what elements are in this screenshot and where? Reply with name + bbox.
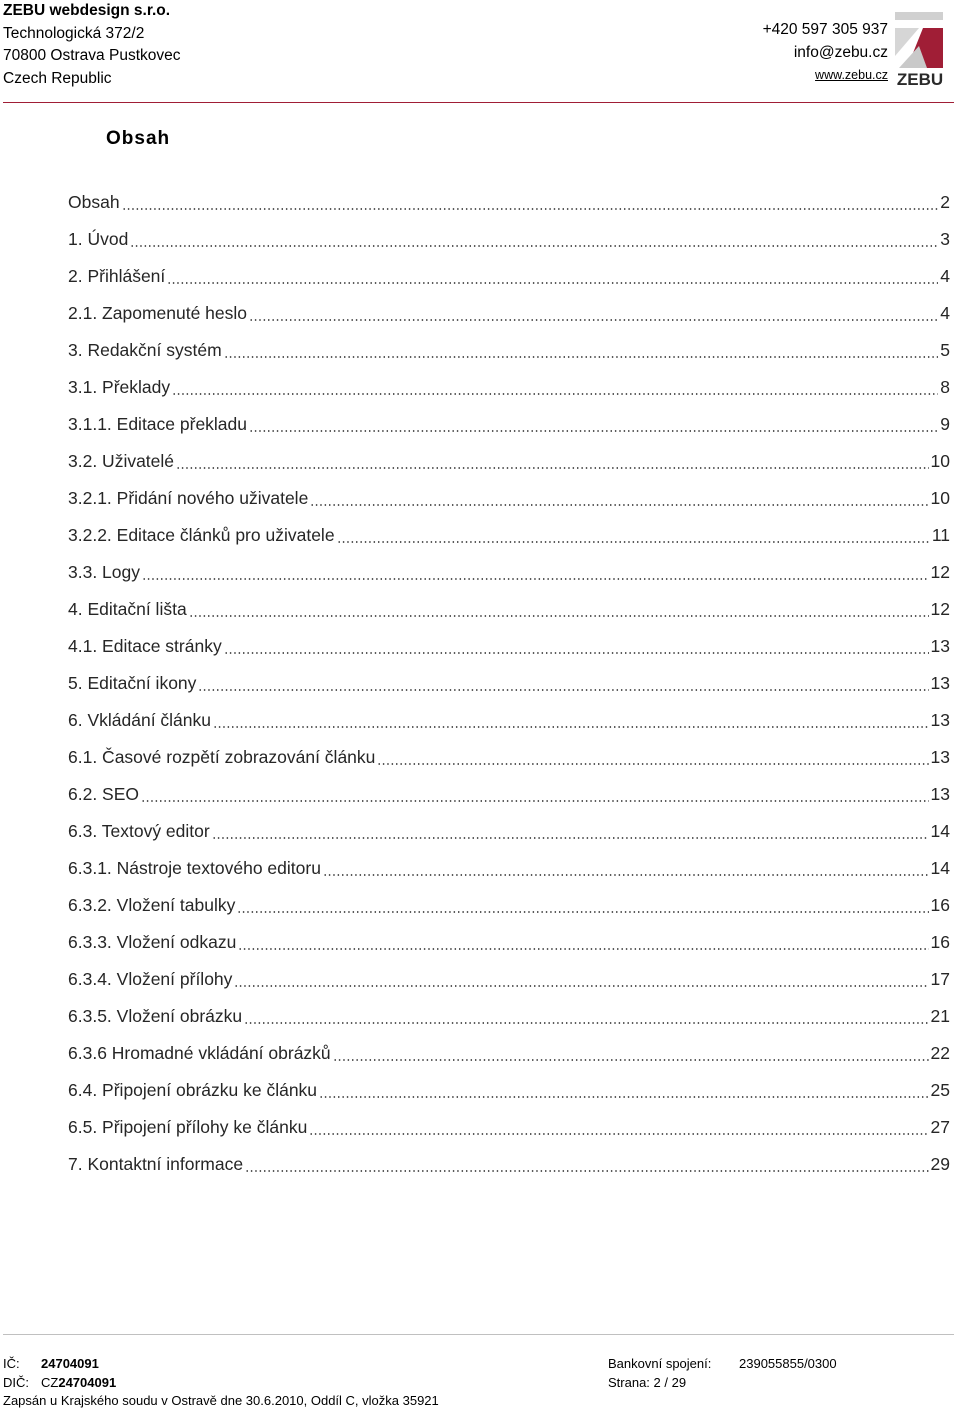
header-divider — [3, 102, 954, 103]
phone-number: +420 597 305 937 — [762, 21, 888, 38]
toc-entry-page: 2 — [940, 192, 950, 212]
toc-entry[interactable] — [68, 300, 950, 337]
toc-entry-page: 16 — [930, 932, 950, 952]
dot-leader — [130, 226, 938, 263]
address-street: Technologická 372/2 — [3, 24, 145, 42]
website-link[interactable]: www.zebu.cz — [815, 68, 888, 82]
address-city: 70800 Ostrava Pustkovec — [3, 47, 181, 64]
toc-entry[interactable] — [68, 929, 950, 966]
toc-entry-label: 6.4. Připojení obrázku ke článku — [68, 1080, 318, 1100]
toc-entry-page: 9 — [940, 414, 950, 434]
toc-entry-page: 8 — [940, 377, 950, 397]
toc-entry[interactable] — [68, 670, 950, 707]
email-address: info@zebu.cz — [793, 43, 888, 61]
ic-value: 24704091 — [41, 1356, 99, 1371]
toc-entry-label: 3. Redakční systém — [68, 340, 222, 360]
toc-entry-label: 3.2. Uživatelé — [68, 451, 175, 471]
toc-entry-page: 4 — [940, 266, 950, 286]
dot-leader — [167, 263, 938, 300]
dot-leader — [323, 855, 929, 892]
toc-entry-label: 3.3. Logy — [68, 562, 140, 582]
dot-leader — [249, 411, 938, 448]
toc-entry-page: 27 — [930, 1117, 950, 1137]
dot-leader — [176, 448, 929, 485]
address-country: Czech Republic — [3, 69, 112, 87]
toc-entry[interactable] — [68, 189, 950, 226]
toc-entry[interactable] — [68, 596, 950, 633]
toc-entry[interactable] — [68, 1114, 950, 1151]
toc-entry[interactable] — [68, 707, 950, 744]
toc-entry[interactable] — [68, 411, 950, 448]
toc-entry-label: 6.3. Textový editor — [68, 821, 210, 841]
dot-leader — [310, 485, 928, 522]
registry-note: Zapsán u Krajského soudu v Ostravě dne 30.6.2010, Oddíl C, vložka 35921 — [3, 1393, 439, 1408]
toc-heading: Obsah — [106, 128, 171, 149]
dot-leader — [224, 633, 929, 670]
toc-entry-label: 3.1. Překlady — [68, 377, 171, 397]
toc-entry-label: 6.3.3. Vložení odkazu — [68, 932, 237, 952]
toc-entry-page: 13 — [930, 747, 950, 767]
dot-leader — [245, 1151, 928, 1188]
toc-entry[interactable] — [68, 781, 950, 818]
toc-entry-page: 5 — [940, 340, 950, 360]
dot-leader — [244, 1003, 928, 1040]
toc-entry[interactable] — [68, 485, 950, 522]
toc-entry-page: 21 — [930, 1006, 950, 1026]
dic-prefix: CZ — [41, 1374, 59, 1390]
toc-entry-page: 13 — [930, 636, 950, 656]
toc-entry-page: 12 — [930, 562, 950, 582]
company-name: ZEBU webdesign s.r.o. — [3, 2, 171, 19]
toc-entry[interactable] — [68, 966, 950, 1003]
dic-value: 24704091 — [58, 1374, 117, 1390]
toc-entry[interactable] — [68, 374, 950, 411]
toc-entry-label: Obsah — [68, 192, 120, 212]
toc-entry[interactable] — [68, 448, 950, 485]
dot-leader — [198, 670, 928, 707]
page-number: 2 / 29 — [653, 1374, 687, 1390]
toc-entry-label: 4. Editační lišta — [68, 599, 187, 619]
toc-entry[interactable] — [68, 855, 950, 892]
toc-entry[interactable] — [68, 818, 950, 855]
bank-value: 239055855/0300 — [739, 1356, 837, 1371]
dot-leader — [224, 337, 939, 374]
toc-entry-label: 6.3.6 Hromadné vkládání obrázků — [68, 1043, 331, 1063]
toc-entry-label: 3.1.1. Editace překladu — [68, 414, 248, 434]
dic-label: DIČ: — [3, 1374, 29, 1390]
toc-entry[interactable] — [68, 226, 950, 263]
table-of-contents — [68, 189, 950, 1188]
toc-entry-page: 13 — [930, 673, 950, 693]
toc-entry-label: 2. Přihlášení — [68, 266, 166, 286]
toc-entry[interactable] — [68, 1077, 950, 1114]
dot-leader — [337, 522, 930, 559]
toc-entry-page: 14 — [930, 821, 950, 841]
dot-leader — [234, 966, 928, 1003]
toc-entry-label: 7. Kontaktní informace — [68, 1154, 244, 1174]
logo-lettering: ZEBU — [896, 70, 944, 88]
dot-leader — [172, 374, 938, 411]
toc-entry-page: 11 — [931, 525, 950, 545]
toc-entry[interactable] — [68, 337, 950, 374]
dot-leader — [377, 744, 928, 781]
toc-entry[interactable] — [68, 1151, 950, 1188]
toc-entry-page: 29 — [930, 1154, 950, 1174]
toc-entry-page: 10 — [930, 488, 950, 508]
toc-entry-label: 2.1. Zapomenuté heslo — [68, 303, 248, 323]
zebu-logo — [893, 6, 947, 88]
dot-leader — [238, 929, 928, 966]
toc-entry-page: 13 — [930, 710, 950, 730]
dot-leader — [189, 596, 929, 633]
toc-entry-page: 13 — [930, 784, 950, 804]
toc-entry[interactable] — [68, 1040, 950, 1077]
toc-entry-page: 17 — [930, 969, 950, 989]
bank-label: Bankovní spojení: — [608, 1356, 712, 1371]
toc-entry-label: 6.3.4. Vložení přílohy — [68, 969, 233, 989]
toc-entry[interactable] — [68, 263, 950, 300]
dot-leader — [237, 892, 928, 929]
toc-entry[interactable] — [68, 744, 950, 781]
dot-leader — [213, 707, 929, 744]
toc-entry[interactable] — [68, 559, 950, 596]
company-address — [3, 0, 181, 90]
toc-entry-page: 22 — [930, 1043, 950, 1063]
toc-entry-label: 3.2.2. Editace článků pro uživatele — [68, 525, 335, 545]
toc-entry-label: 6.3.1. Nástroje textového editoru — [68, 858, 321, 878]
toc-entry-page: 25 — [930, 1080, 950, 1100]
dot-leader — [319, 1077, 928, 1114]
toc-entry-page: 10 — [930, 451, 950, 471]
toc-entry[interactable] — [68, 633, 950, 670]
toc-entry-label: 6.5. Připojení přílohy ke článku — [68, 1117, 308, 1137]
page-label: Strana: — [608, 1374, 650, 1390]
toc-entry-label: 6.1. Časové rozpětí zobrazování článku — [68, 747, 376, 767]
toc-entry-label: 4.1. Editace stránky — [68, 636, 222, 656]
toc-entry-label: 3.2.1. Přidání nového uživatele — [68, 488, 309, 508]
toc-entry-page: 14 — [930, 858, 950, 878]
dot-leader — [142, 559, 929, 596]
toc-entry[interactable] — [68, 892, 950, 929]
dot-leader — [333, 1040, 929, 1077]
dot-leader — [309, 1114, 928, 1151]
toc-entry[interactable] — [68, 522, 950, 559]
footer-company-info — [3, 1355, 439, 1411]
footer-bank-info — [608, 1355, 837, 1392]
toc-entry-label: 1. Úvod — [68, 229, 129, 249]
toc-entry-page: 12 — [930, 599, 950, 619]
toc-entry-label: 6.2. SEO — [68, 784, 140, 804]
toc-entry-label: 6.3.2. Vložení tabulky — [68, 895, 236, 915]
dot-leader — [212, 818, 929, 855]
footer-divider — [3, 1334, 954, 1335]
toc-entry-page: 4 — [940, 303, 950, 323]
toc-entry-label: 6.3.5. Vložení obrázku — [68, 1006, 243, 1026]
dot-leader — [122, 189, 939, 226]
toc-entry-page: 3 — [940, 229, 950, 249]
dot-leader — [141, 781, 929, 818]
ic-label: IČ: — [3, 1356, 20, 1371]
toc-entry-label: 6. Vkládání článku — [68, 710, 212, 730]
toc-entry-page: 16 — [930, 895, 950, 915]
company-contacts — [763, 19, 888, 87]
dot-leader — [249, 300, 938, 337]
toc-entry-label: 5. Editační ikony — [68, 673, 197, 693]
toc-entry[interactable] — [68, 1003, 950, 1040]
